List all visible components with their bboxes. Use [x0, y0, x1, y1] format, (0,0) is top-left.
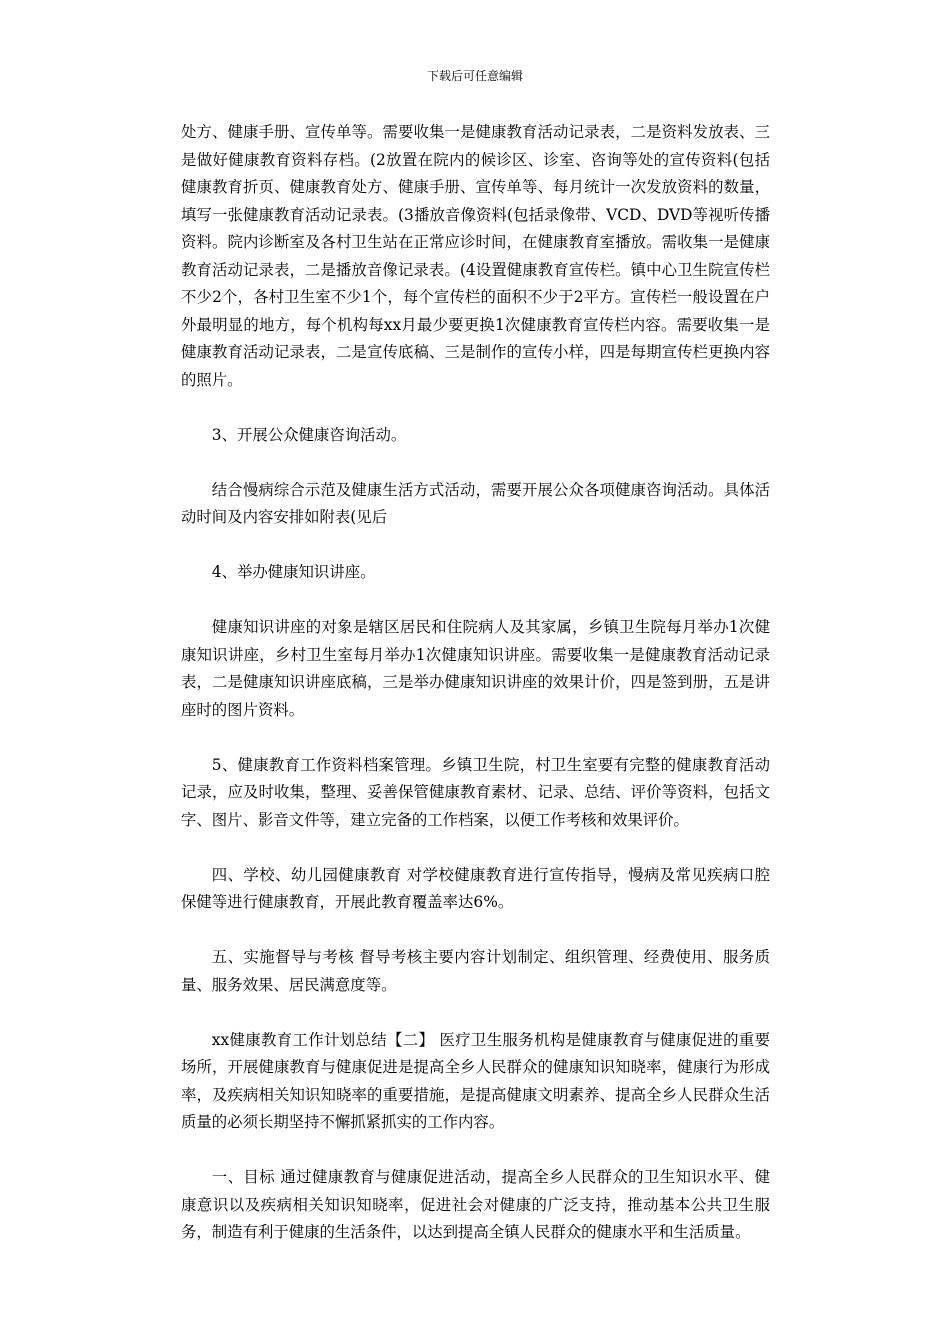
heading-public-consultation: 3、开展公众健康咨询活动。 [211, 425, 407, 444]
paragraph-plan-summary-two: xx健康教育工作计划总结【二】 医疗卫生服务机构是健康教育与健康促进的重要场所，开展健康教育与健康促进是提高全乡人民群众的健康知识知晓率，健康行为形成率，及疾病相关知识知晓率的重要措施，是提高健康文明素养、提高全乡人民群众生活质量的必须长期坚持不懈抓紧抓实的工作内容。 [181, 1030, 770, 1131]
paragraph-public-consultation: 结合慢病综合示范及健康生活方式活动，需要开展公众各项健康咨询活动。具体活动时间及内容安排如附表(见后 [181, 480, 770, 526]
paragraph-school-education: 四、学校、幼儿园健康教育 对学校健康教育进行宣传指导，慢病及常见疾病口腔保健等进行健康教育，开展此教育覆盖率达6%。 [181, 865, 770, 911]
page-header: 下载后可任意编辑 [426, 69, 523, 83]
paragraph-publicity-materials: 处方、健康手册、宣传单等。需要收集一是健康教育活动记录表，二是资料发放表、三是做好健康教育资料存档。(2放置在院内的候诊区、诊室、咨询等处的宣传资料(包括健康教育折页、健康教育处方、健康手册、宣传单等、每月统计一次发放资料的数量，填写一张健康教育活动记录表。(3播放音像资料(包括录像带、VCD、DVD等视听传播资料。院内诊断室及各村卫生站在正常应诊时间，在健康教育室播放。需收集一是健康教育活动记录表，二是播放音像记录表。(4设置健康教育宣传栏。镇中心卫生院宣传栏不少2个，各村卫生室不少1个，每个宣传栏的面积不少于2平方。宣传栏一般设置在户外最明显的地方，每个机构每xx月最少要更换1次健康教育宣传栏内容。需要收集一是健康教育活动记录表，二是宣传底稿、三是制作的宣传小样，四是每期宣传栏更换内容的照片。 [181, 123, 770, 389]
paragraph-supervision: 五、实施督导与考核 督导考核主要内容计划制定、组织管理、经费使用、服务质量、服务效果、居民满意度等。 [181, 948, 770, 994]
heading-health-lectures: 4、举办健康知识讲座。 [211, 563, 376, 581]
paragraph-archive-management: 5、健康教育工作资料档案管理。乡镇卫生院，村卫生室要有完整的健康教育活动记录，应及时收集，整理、妥善保管健康教育素材、记录、总结、评价等资料，包括文字、图片、影音文件等，建立完备的工作档案，以便工作考核和效果评价。 [181, 755, 770, 829]
paragraph-health-lectures: 健康知识讲座的对象是辖区居民和住院病人及其家属，乡镇卫生院每月举办1次健康知识讲座，乡村卫生室每月举办1次健康知识讲座。需要收集一是健康教育活动记录表，二是健康知识讲座底稿，三是举办健康知识讲座的效果计价，四是签到册，五是讲座时的图片资料。 [181, 618, 770, 719]
document-body [181, 119, 770, 1247]
paragraph-objectives: 一、目标 通过健康教育与健康促进活动，提高全乡人民群众的卫生知识水平、健康意识以及疾病相关知识知晓率，促进社会对健康的广泛支持，推动基本公共卫生服务，制造有利于健康的生活条件，以达到提高全镇人民群众的健康水平和生活质量。 [181, 1168, 770, 1241]
